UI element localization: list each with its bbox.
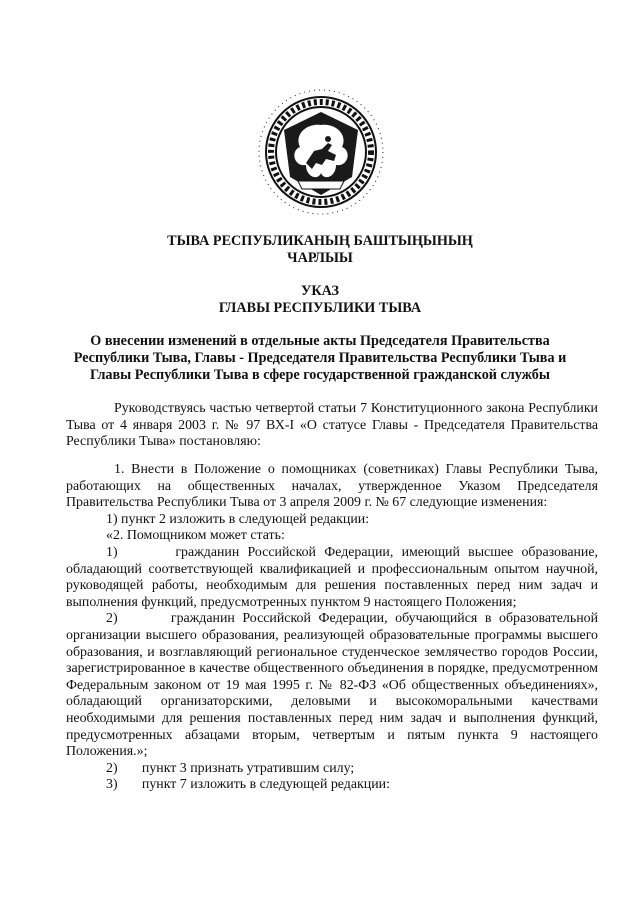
subject-line1: О внесении изменений в отдельные акты Председателя Правительства: [90, 333, 550, 349]
point-1-intro: 1. Внести в Положение о помощниках (советниках) Главы Республики Тыва, работающих на общественных началах, утвержденное Указом Председателя Правительства Республики Тыва от 3 апреля 2009 г. № 67 следующие изменения:: [66, 462, 598, 511]
heading-tyva-line1: ТЫВА РЕСПУБЛИКАНЫҢ БАШТЫҢЫНЫҢ: [167, 233, 473, 249]
heading-ukaz-line2: ГЛАВЫ РЕСПУБЛИКИ ТЫВА: [218, 300, 422, 316]
point-1-sub1: 1) пункт 2 изложить в следующей редакции:: [106, 511, 370, 527]
heading-ukaz-line1: УКАЗ: [300, 283, 340, 299]
subject-line3: Главы Республики Тыва в сфере государственной гражданской службы: [90, 367, 550, 383]
item1-number: 1): [106, 544, 118, 560]
subject-line2: Республики Тыва, Главы - Председателя Правительства Республики Тыва и: [73, 350, 567, 366]
item2-text: гражданин Российской Федерации, обучающийся в образовательной организации высшего образования, реализующей образовательные программы высшего образования, и возглавляющий региональное студенческое землячество городов России, зарегистрированное в качестве общественного объединения в порядке, предусмотренном Федеральным законом от 19 мая 1995 г. № 82-ФЗ «Об общественных объединениях», обладающий организаторскими, деловыми и высокоморальными качествами необходимыми для решения поставленных перед ним задач и выполнения функций, предусмотренных абзацами вторым, четвертым и пятым пункта 9 настоящего Положения.»;: [66, 611, 599, 760]
heading-tyva: [0, 233, 640, 267]
point-1-quote-start: «2. Помощником может стать:: [106, 528, 285, 544]
preamble: [66, 401, 598, 451]
point-1-sub3: [66, 777, 598, 794]
sub3-number: 3): [106, 777, 118, 793]
heading-tyva-line2: ЧАРЛЫЫ: [287, 250, 353, 266]
item2-number: 2): [106, 611, 118, 627]
heading-ukaz: [0, 283, 640, 317]
preamble-text: Руководствуясь частью четвертой статьи 7 Конституционного закона Республики Тыва от 4 января 2003 г. № 97 ВХ-I «О статусе Главы - Председателя Правительства Республики Тыва» постановляю:: [66, 401, 598, 450]
point-1-item1: [66, 545, 598, 611]
point-1: [66, 462, 598, 794]
item1-text: гражданин Российской Федерации, имеющий высшее образование, обладающий соответствующей квалификацией и профессиональным опытом научной, руководящей работы, необходимым для решения поставленных перед ним задач и выполнения функций, предусмотренных пунктом 9 настоящего Положения;: [66, 544, 599, 610]
document-subject: [0, 333, 640, 384]
sub3-text: пункт 7 изложить в следующей редакции:: [141, 777, 390, 793]
sub2-number: 2): [106, 760, 118, 776]
coat-of-arms-emblem-icon: [256, 85, 386, 220]
sub2-text: пункт 3 признать утратившим силу;: [141, 760, 355, 776]
point-1-sub2: [66, 761, 598, 778]
point-1-item2: [66, 611, 598, 760]
